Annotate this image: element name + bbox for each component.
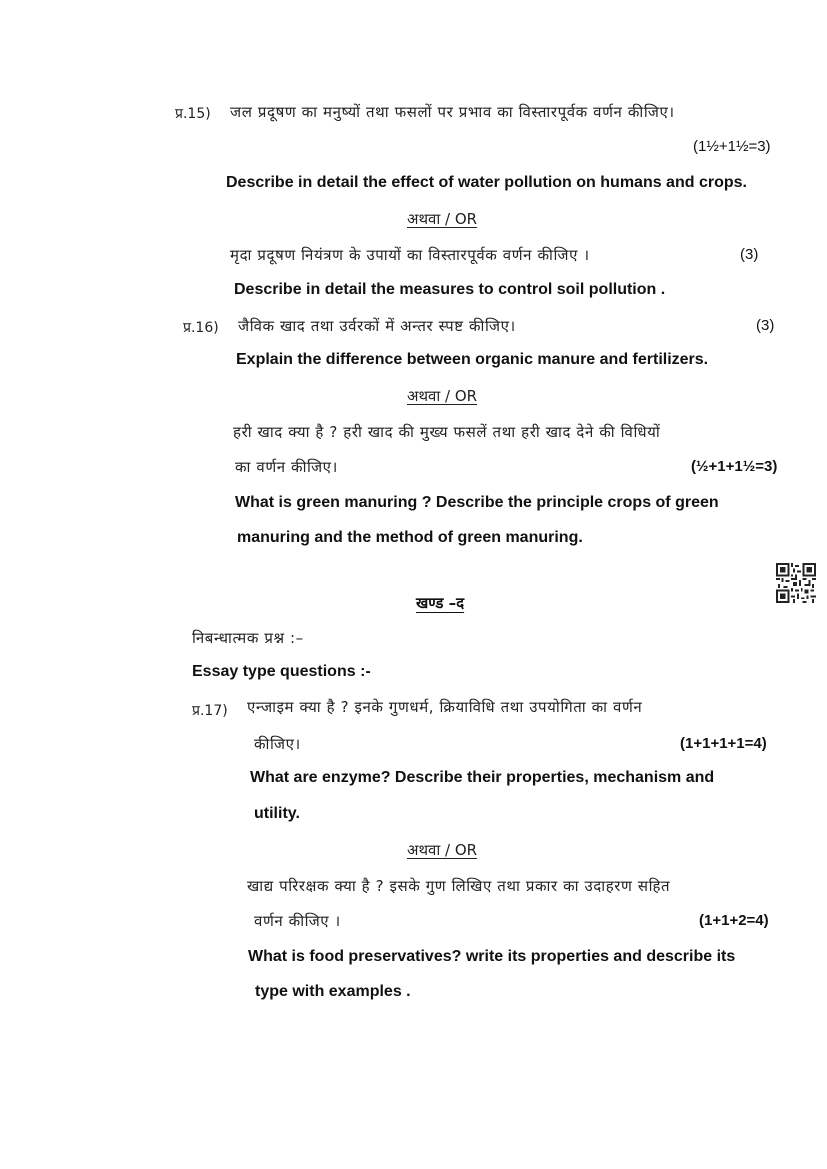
q17-english-text-line1: What are enzyme? Describe their properties, mechanism and: [250, 769, 715, 786]
q16-english-text: Explain the difference between organic manure and fertilizers.: [236, 351, 709, 368]
q16-number: प्र.16): [183, 320, 219, 336]
section-subtitle-hindi: निबन्धात्मक प्रश्न :–: [192, 629, 304, 647]
section-subtitle-english: Essay type questions :-: [192, 663, 371, 680]
q17-marks: (1+1+1+1=4): [680, 735, 767, 752]
q16-alt-english-text-line1: What is green manuring ? Describe the principle crops of green: [235, 494, 719, 511]
q17-or-label: अथवा / OR: [407, 841, 478, 859]
q17-alt-marks: (1+1+2=4): [699, 912, 769, 929]
q17-number: प्र.17): [192, 703, 228, 719]
q15-alt-hindi-text: मृदा प्रदूषण नियंत्रण के उपायों का विस्तारपूर्वक वर्णन कीजिए ।: [230, 246, 590, 264]
q15-english-text: Describe in detail the effect of water pollution on humans and crops.: [226, 174, 747, 191]
q15-marks: (1½+1½=3): [693, 138, 771, 155]
q17-hindi-text-line1: एन्जाइम क्या है ? इनके गुणधर्म, क्रियाविधि तथा उपयोगिता का वर्णन: [247, 698, 643, 716]
q16-hindi-text: जैविक खाद तथा उर्वरकों में अन्तर स्पष्ट कीजिए।: [238, 317, 516, 335]
q16-alt-marks: (½+1+1½=3): [691, 458, 778, 475]
q17-alt-hindi-text-line2: वर्णन कीजिए ।: [254, 912, 341, 930]
q16-marks: (3): [756, 317, 775, 334]
q15-hindi-text: जल प्रदूषण का मनुष्यों तथा फसलों पर प्रभाव का विस्तारपूर्वक वर्णन कीजिए।: [230, 103, 675, 121]
q15-alt-marks: (3): [740, 246, 759, 263]
q17-alt-english-text-line1: What is food preservatives? write its properties and describe its: [248, 948, 736, 965]
q17-hindi-text-line2: कीजिए।: [254, 735, 301, 753]
q15-or-label: अथवा / OR: [407, 210, 478, 228]
section-heading: खण्ड –द: [416, 594, 465, 612]
q17-alt-english-text-line2: type with examples .: [255, 983, 411, 1000]
q16-alt-english-text-line2: manuring and the method of green manuring.: [237, 529, 583, 546]
q15-alt-english-text: Describe in detail the measures to control soil pollution .: [234, 281, 666, 298]
q16-alt-hindi-text-line1: हरी खाद क्या है ? हरी खाद की मुख्य फसलें तथा हरी खाद देने की विधियों: [233, 423, 661, 441]
q17-english-text-line2: utility.: [254, 805, 300, 822]
qr-code-icon: [776, 563, 816, 603]
q17-alt-hindi-text-line1: खाद्य परिरक्षक क्या है ? इसके गुण लिखिए तथा प्रकार का उदाहरण सहित: [247, 877, 671, 895]
q15-number: प्र.15): [175, 106, 211, 122]
q16-alt-hindi-text-line2: का वर्णन कीजिए।: [235, 458, 338, 476]
q16-or-label: अथवा / OR: [407, 387, 478, 405]
